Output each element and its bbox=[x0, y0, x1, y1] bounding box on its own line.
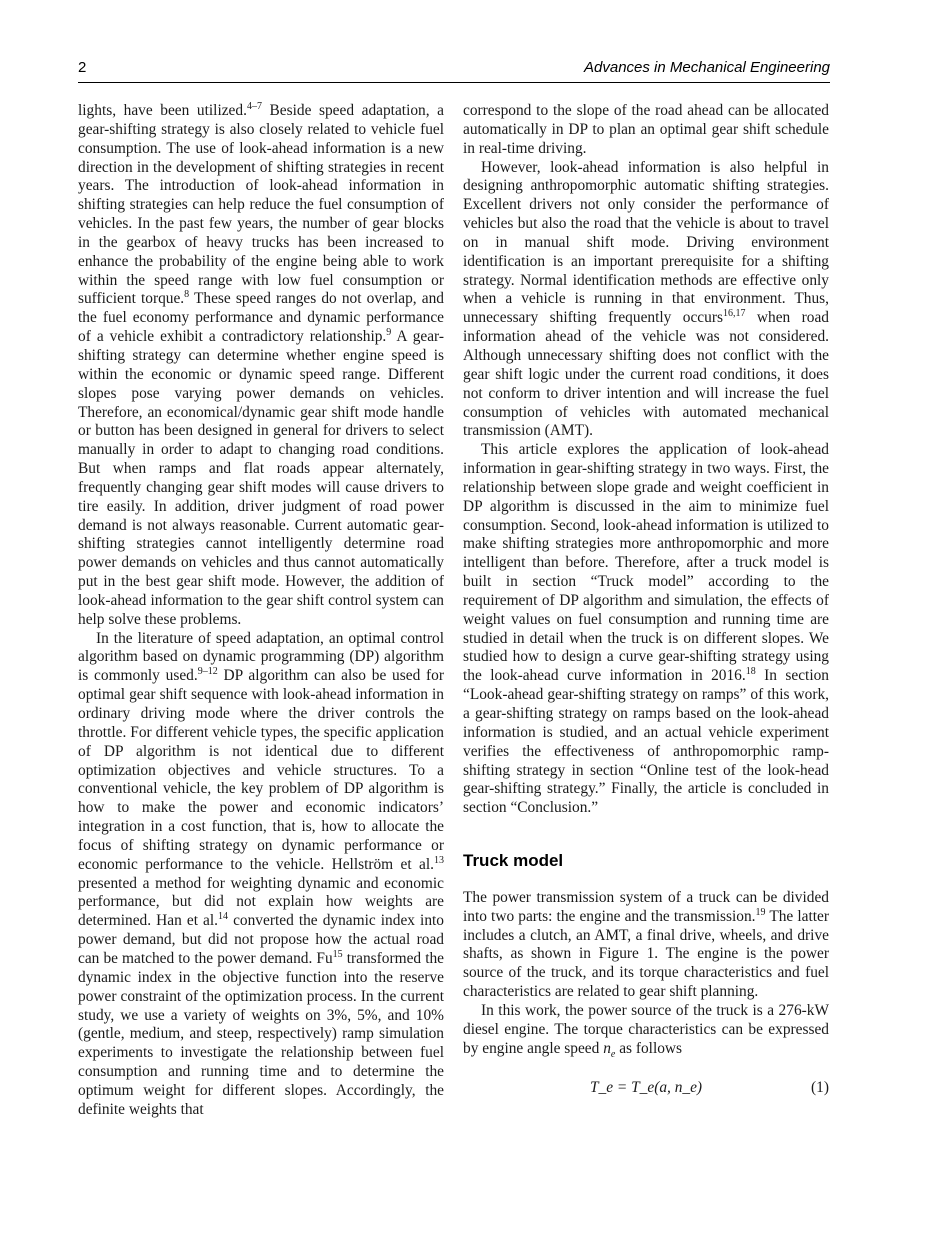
paragraph-left-2: In the literature of speed adaptation, an optimal control algorithm based on dynamic programming (DP) algorithm is commonly used.$^{9-12}$ DP algorithm can also be used for optimal gear shift sequence with look-ahead information in ordinary driving mode where the driver controls the throttle. For different vehicle types, the specific application of DP algorithm is not identical due to different optimization objectives and vehicle structures. To a conventional vehicle, the key problem of DP algorithm is how to make the power and economic indicators’ integration in a cost function, that is, how to allocate the focus of shifting strategy on dynamic performance or economic performance to the vehicle. Hellström et al.$^{13}$ presented a method for weighting dynamic and economic performance, but did not explain how weights are determined. Han et al.$^{14}$ converted the dynamic index into power demand, but did not propose how the actual road can be matched to the power demand. Fu$^{15}$ transformed the dynamic index in the objective function into the reserve power constraint of the optimization process. In the current study, we use a variety of weights on 3%, 5%, and 10% (gentle, medium, and steep, respectively) ramp simulation experiments to investigate the relationship between fuel consumption and running time and to determine the optimum weight for different slopes. Accordingly, the definite weights that bbox=[78, 629, 445, 1118]
page-number: 2 bbox=[78, 59, 87, 76]
citation: 15 bbox=[332, 948, 343, 960]
variable-subscript: e bbox=[610, 1048, 616, 1060]
header-rule bbox=[78, 82, 830, 83]
citation: 9 bbox=[386, 327, 392, 339]
equation-1 bbox=[463, 1079, 829, 1101]
paragraph-left-1: lights, have been utilized.$^{4-7}$ Beside speed adaptation, a gear-shifting strategy is also closely related to vehicle fuel consumption. The use of look-ahead information is a new direction in the development of shifting strategies in recent years. The introduction of look-ahead information in shifting strategies can help reduce the fuel consumption of vehicles. In the past few years, the number of gear blocks in the gearbox of heavy trucks has been increased to enhance the probability of the engine being able to work within the speed range with low fuel consumption or sufficient torque.$^8$ These speed ranges do not overlap, and the fuel economy performance and dynamic performance of a vehicle exhibit a contradictory relationship.$^9$ A gear-shifting strategy can determine whether engine speed is within the economic or dynamic speed range. Different slopes pose varying power demands on vehicles. Therefore, an economical/dynamic gear shift mode handle or button has been designed in general for drivers to select manually in order to adapt to changing road conditions. But when ramps and flat roads appear alternately, frequently changing gear shift modes will cause drivers to tire easily. In addition, driver judgment of road power demand is not always reasonable. Current automatic gear-shifting strategies cannot intelligently determine road power demands on vehicles and thus cannot automatically put in the best gear shift mode. However, the addition of look-ahead information to the gear shift control system can help solve these problems. bbox=[78, 101, 444, 628]
paragraph-right-1: correspond to the slope of the road ahead can be allocated automatically in DP to plan an optimal gear shift schedule in real-time driving. bbox=[463, 102, 829, 157]
section-heading: Truck model bbox=[463, 851, 564, 871]
journal-title: Advances in Mechanical Engineering bbox=[584, 59, 830, 76]
citation: 14 bbox=[218, 911, 229, 923]
citation: 19 bbox=[755, 906, 766, 918]
citation: 4–7 bbox=[246, 101, 262, 112]
citation: 16,17 bbox=[722, 308, 746, 320]
citation: 9–12 bbox=[197, 666, 218, 678]
citation: 18 bbox=[745, 666, 756, 678]
paragraph-right-2: However, look-ahead information is also helpful in designing anthropomorphic automatic shifting strategies. Excellent drivers not only consider the performance of vehicles but also the road that the vehicle is about to travel on in manual shift mode. Driving environment identification is an important prerequisite for a shifting strategy. Normal identification methods are effective only when a vehicle is running in that environment. Thus, unnecessary shifting frequently occurs$^{16,17}$ when road information ahead of the vehicle was not considered. Although unnecessary shifting does not conflict with the gear shift logic under the current road conditions, it does not conform to driver intention and will increase the fuel consumption of vehicles with automated mechanical transmission (AMT). bbox=[463, 158, 829, 440]
right-column bbox=[463, 102, 829, 1101]
citation: 13 bbox=[434, 854, 444, 866]
equation-number: (1) bbox=[811, 1078, 829, 1096]
equation-body: T_e = T_e(a, n_e) bbox=[589, 1078, 703, 1096]
left-column bbox=[78, 102, 444, 1120]
citation: 8 bbox=[184, 289, 190, 301]
paragraph-right-5: In this work, the power source of the truck is a 276-kW diesel engine. The torque characteristics can be expressed by engine angle speed $n_e$ as follows bbox=[463, 1001, 829, 1060]
variable: n bbox=[603, 1039, 611, 1057]
paragraph-right-4: The power transmission system of a truck can be divided into two parts: the engine and the transmission.$^{19}$ The latter includes a clutch, an AMT, a final drive, wheels, and drive shafts, as shown in Figure 1. The engine is the power source of the truck, and its torque characteristics and fuel characteristics are related to gear shift planning. bbox=[463, 888, 829, 1001]
paragraph-right-3: This article explores the application of look-ahead information in gear-shifting strategy in two ways. First, the relationship between slope grade and weight coefficient in DP algorithm is discussed in the aim to minimize fuel consumption. Second, look-ahead information is utilized to make shifting strategies more anthropomorphic and more intelligent than before. Therefore, after a truck model is built in section “Truck model” according to the requirement of DP algorithm and simulation, the effects of weight values on fuel consumption and running time are studied in detail when the truck is on different slopes. We studied how to design a curve gear-shifting strategy using the look-ahead curve information in 2016.18 In section “Look-ahead gear-shifting strategy on ramps” of this work, a gear-shifting strategy on ramps based on the look-ahead information is studied, and an actual vehicle experiment verifies the effectiveness of anthropomorphic ramp-shifting strategy in section “Online test of the look-head gear-shifting strategy.” Finally, the article is concluded in section “Conclusion.” bbox=[463, 441, 829, 817]
